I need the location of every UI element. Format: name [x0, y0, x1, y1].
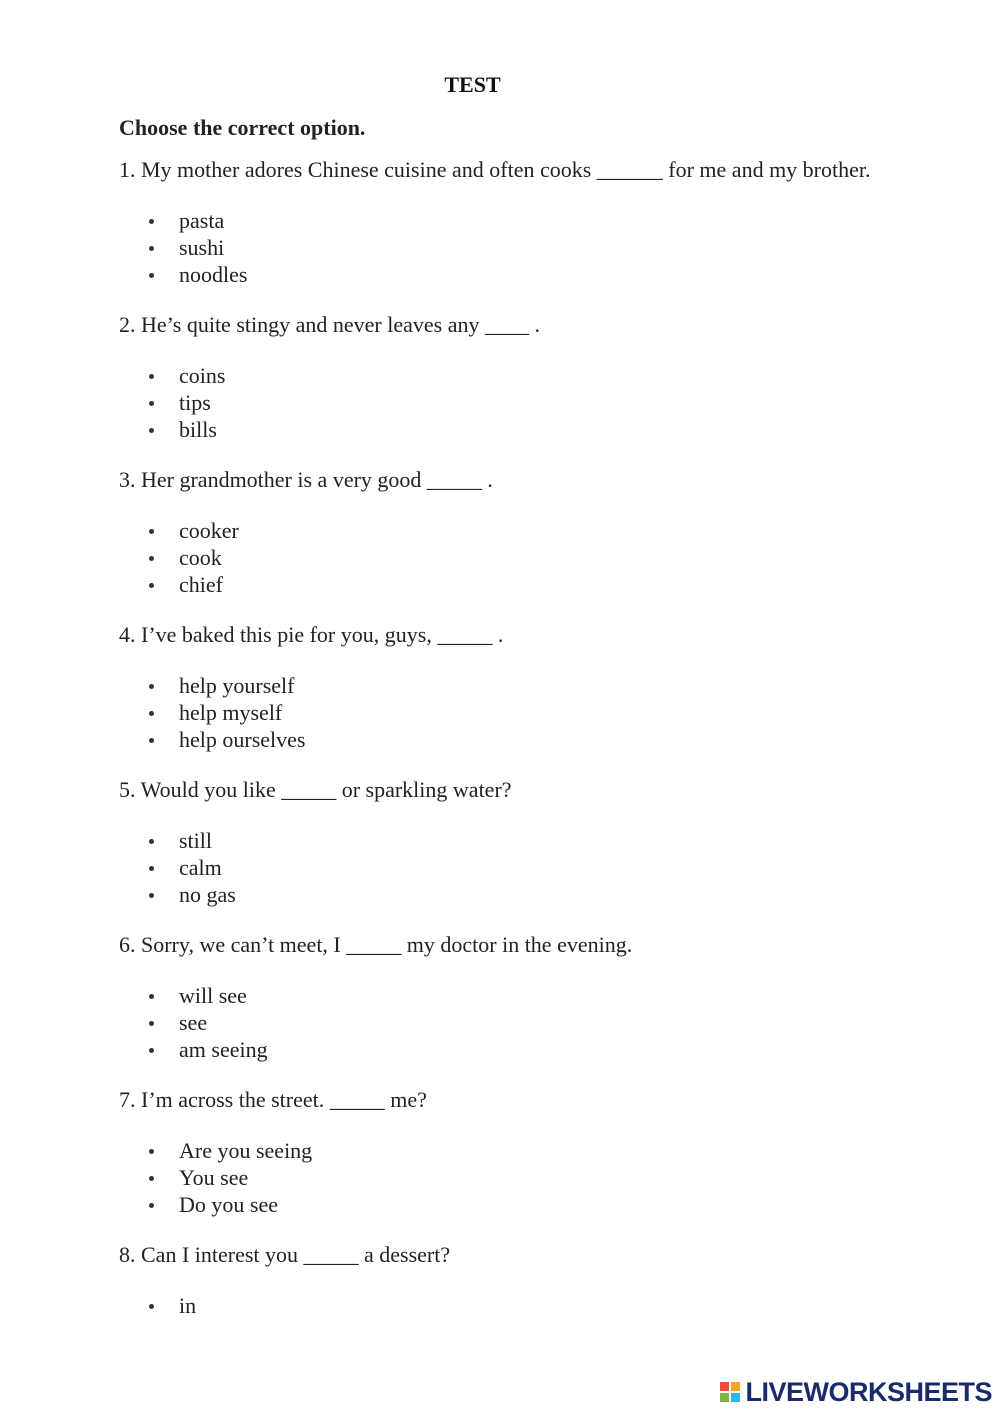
option-label: You see — [179, 1165, 249, 1190]
option-label: in — [179, 1293, 197, 1318]
option-label: cooker — [179, 518, 239, 543]
bullet-icon — [149, 866, 154, 871]
option[interactable] — [119, 1164, 979, 1191]
option-label: pasta — [179, 208, 225, 233]
logo-block — [720, 1382, 729, 1391]
option[interactable] — [119, 827, 979, 854]
option-label: help ourselves — [179, 727, 306, 752]
question-text: 2. He’s quite stingy and never leaves any ____ . — [119, 312, 540, 337]
question-text: 7. I’m across the street. _____ me? — [119, 1087, 427, 1112]
option[interactable] — [119, 517, 979, 544]
question-text: 3. Her grandmother is a very good _____ . — [119, 467, 493, 492]
liveworksheets-logo[interactable] — [720, 1377, 992, 1407]
bullet-icon — [149, 219, 154, 224]
question-text: 1. My mother adores Chinese cuisine and often cooks ______ for me and my brother. — [119, 157, 871, 182]
option-label: no gas — [179, 882, 236, 907]
option-list — [119, 982, 979, 1063]
question-5 — [119, 776, 979, 931]
question-6 — [119, 931, 979, 1086]
bullet-icon — [149, 839, 154, 844]
option[interactable] — [119, 389, 979, 416]
option[interactable] — [119, 726, 979, 753]
question-list — [119, 156, 979, 1396]
option[interactable] — [119, 1191, 979, 1218]
bullet-icon — [149, 374, 154, 379]
option-label: help yourself — [179, 673, 295, 698]
option-list — [119, 1292, 979, 1319]
question-4 — [119, 621, 979, 776]
option[interactable] — [119, 1009, 979, 1036]
option[interactable] — [119, 854, 979, 881]
option[interactable] — [119, 544, 979, 571]
option-list — [119, 827, 979, 908]
option-label: tips — [179, 390, 211, 415]
question-8 — [119, 1241, 979, 1396]
bullet-icon — [149, 1048, 154, 1053]
option[interactable] — [119, 1036, 979, 1063]
option[interactable] — [119, 571, 979, 598]
option[interactable] — [119, 416, 979, 443]
logo-mark-icon — [720, 1382, 740, 1402]
option[interactable] — [119, 1137, 979, 1164]
option-label: am seeing — [179, 1037, 268, 1062]
option-list — [119, 207, 979, 288]
option-label: Do you see — [179, 1192, 278, 1217]
option-list — [119, 362, 979, 443]
option[interactable] — [119, 362, 979, 389]
option-list — [119, 517, 979, 598]
bullet-icon — [149, 273, 154, 278]
question-2 — [119, 311, 979, 466]
question-text: 4. I’ve baked this pie for you, guys, _____ . — [119, 622, 504, 647]
question-text: 8. Can I interest you _____ a dessert? — [119, 1242, 451, 1267]
option-label: sushi — [179, 235, 225, 260]
instructions: Choose the correct option. — [119, 115, 366, 140]
bullet-icon — [149, 1149, 154, 1154]
option[interactable] — [119, 672, 979, 699]
bullet-icon — [149, 1304, 154, 1309]
bullet-icon — [149, 738, 154, 743]
option[interactable] — [119, 234, 979, 261]
option-label: will see — [179, 983, 247, 1008]
bullet-icon — [149, 401, 154, 406]
option-label: see — [179, 1010, 208, 1035]
option-list — [119, 672, 979, 753]
question-3 — [119, 466, 979, 621]
bullet-icon — [149, 994, 154, 999]
bullet-icon — [149, 711, 154, 716]
option-label: noodles — [179, 262, 248, 287]
option[interactable] — [119, 207, 979, 234]
bullet-icon — [149, 246, 154, 251]
logo-block — [731, 1393, 740, 1402]
bullet-icon — [149, 893, 154, 898]
logo-block — [731, 1382, 740, 1391]
question-text: 6. Sorry, we can’t meet, I _____ my doctor in the evening. — [119, 932, 633, 957]
bullet-icon — [149, 428, 154, 433]
option-list — [119, 1137, 979, 1218]
option-label: chief — [179, 572, 223, 597]
page-title: TEST — [444, 72, 501, 97]
bullet-icon — [149, 1203, 154, 1208]
option-label: cook — [179, 545, 222, 570]
option[interactable] — [119, 982, 979, 1009]
bullet-icon — [149, 529, 154, 534]
question-text: 5. Would you like _____ or sparkling water? — [119, 777, 512, 802]
bullet-icon — [149, 684, 154, 689]
logo-text: LIVEWORKSHEETS — [745, 1376, 992, 1407]
option-label: Are you seeing — [179, 1138, 313, 1163]
question-1 — [119, 156, 979, 311]
logo-block — [720, 1393, 729, 1402]
bullet-icon — [149, 1176, 154, 1181]
option-label: still — [179, 828, 213, 853]
option[interactable] — [119, 1292, 979, 1319]
option-label: calm — [179, 855, 222, 880]
option-label: bills — [179, 417, 217, 442]
option-label: coins — [179, 363, 226, 388]
question-7 — [119, 1086, 979, 1241]
option-label: help myself — [179, 700, 283, 725]
bullet-icon — [149, 583, 154, 588]
bullet-icon — [149, 1021, 154, 1026]
option[interactable] — [119, 699, 979, 726]
option[interactable] — [119, 881, 979, 908]
option[interactable] — [119, 261, 979, 288]
bullet-icon — [149, 556, 154, 561]
